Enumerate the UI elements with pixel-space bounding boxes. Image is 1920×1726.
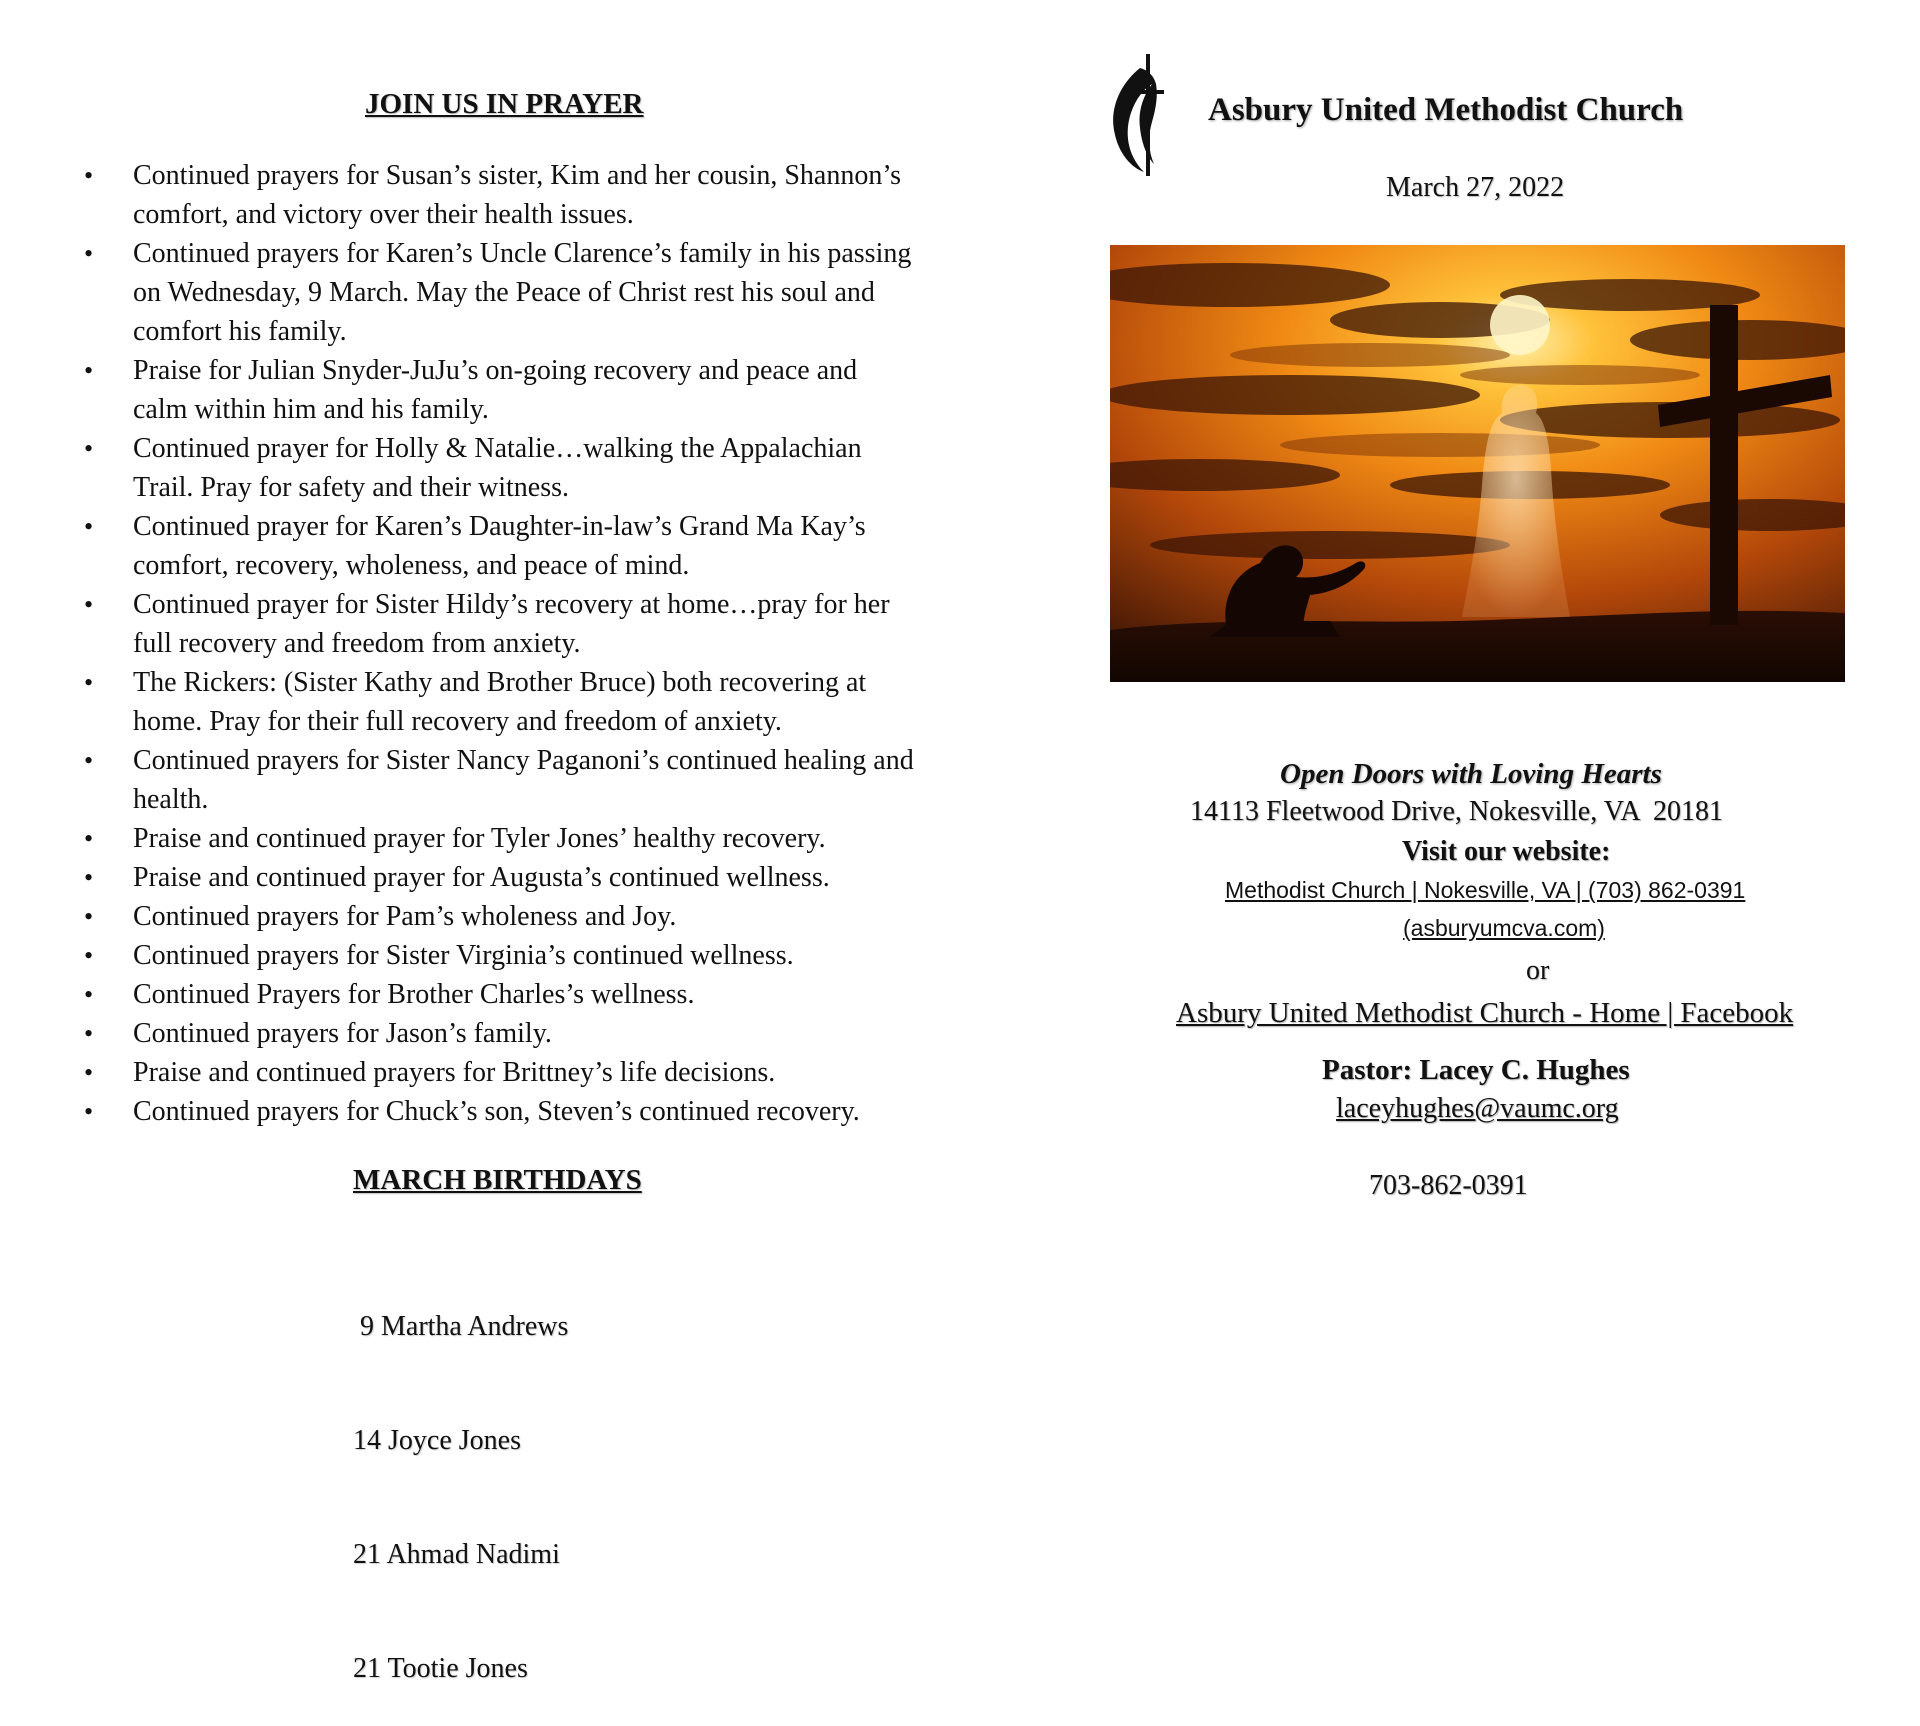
prayer-list <box>78 156 918 1131</box>
list-item: • Praise and continued prayer for Tyler Jones’ healthy recovery. <box>78 819 918 858</box>
list-item: • Continued prayers for Sister Nancy Paganoni’s continued healing and health. <box>78 741 918 819</box>
birthday-item: 21 Tootie Jones <box>353 1653 528 1684</box>
list-item: • Praise and continued prayer for Augusta’s continued wellness. <box>78 858 918 897</box>
birthday-item: 14 Joyce Jones <box>353 1425 521 1456</box>
list-item: • Praise for Julian Snyder-JuJu’s on-going recovery and peace and calm within him and his family. <box>78 351 918 429</box>
bulletin-date: March 27, 2022 <box>1386 172 1565 203</box>
prayer-heading: JOIN US IN PRAYER <box>365 88 644 120</box>
church-address: 14113 Fleetwood Drive, Nokesville, VA 20181 <box>1190 796 1724 827</box>
facebook-link[interactable]: Asbury United Methodist Church - Home | Facebook <box>1176 997 1794 1029</box>
tagline: Open Doors with Loving Hearts <box>1280 758 1662 790</box>
pastor-name: Pastor: Lacey C. Hughes <box>1322 1054 1630 1086</box>
birthday-list <box>353 1232 568 1726</box>
birthdays-heading: MARCH BIRTHDAYS <box>353 1164 642 1196</box>
website-link-domain[interactable]: (asburyumcva.com) <box>1403 915 1605 941</box>
list-item: • Continued prayers for Karen’s Uncle Clarence’s family in his passing on Wednesday, 9 March. May the Peace of Christ rest his soul and comfort his family. <box>78 234 918 351</box>
list-item: • Continued prayer for Holly & Natalie…walking the Appalachian Trail. Pray for safety and their witness. <box>78 429 918 507</box>
list-item: • Continued prayers for Susan’s sister, Kim and her cousin, Shannon’s comfort, and victory over their health issues. <box>78 156 918 234</box>
list-item: • The Rickers: (Sister Kathy and Brother Bruce) both recovering at home. Pray for their full recovery and freedom of anxiety. <box>78 663 918 741</box>
list-item: • Continued prayers for Sister Virginia’s continued wellness. <box>78 936 918 975</box>
birthday-item: 21 Ahmad Nadimi <box>353 1539 560 1570</box>
list-item: • Praise and continued prayers for Brittney’s life decisions. <box>78 1053 918 1092</box>
list-item: • Continued Prayers for Brother Charles’s wellness. <box>78 975 918 1014</box>
pastor-email-link[interactable]: laceyhughes@vaumc.org <box>1336 1093 1619 1124</box>
list-item: • Continued prayers for Jason’s family. <box>78 1014 918 1053</box>
list-item: • Continued prayers for Pam’s wholeness and Joy. <box>78 897 918 936</box>
list-item: • Continued prayers for Chuck’s son, Steven’s continued recovery. <box>78 1092 918 1131</box>
list-item: • Continued prayer for Sister Hildy’s recovery at home…pray for her full recovery and freedom from anxiety. <box>78 585 918 663</box>
cross-and-flame-logo-icon <box>1108 50 1168 180</box>
cross-sunset-image <box>1110 245 1845 682</box>
list-item: • Continued prayer for Karen’s Daughter-in-law’s Grand Ma Kay’s comfort, recovery, wholeness, and peace of mind. <box>78 507 918 585</box>
birthday-item: 9 Martha Andrews <box>353 1311 569 1342</box>
visit-website-label: Visit our website: <box>1402 836 1611 867</box>
or-text: or <box>1526 955 1550 986</box>
website-link[interactable]: Methodist Church | Nokesville, VA | (703) 862-0391 <box>1225 877 1746 903</box>
church-name: Asbury United Methodist Church <box>1208 92 1684 128</box>
phone-number: 703-862-0391 <box>1369 1170 1528 1201</box>
